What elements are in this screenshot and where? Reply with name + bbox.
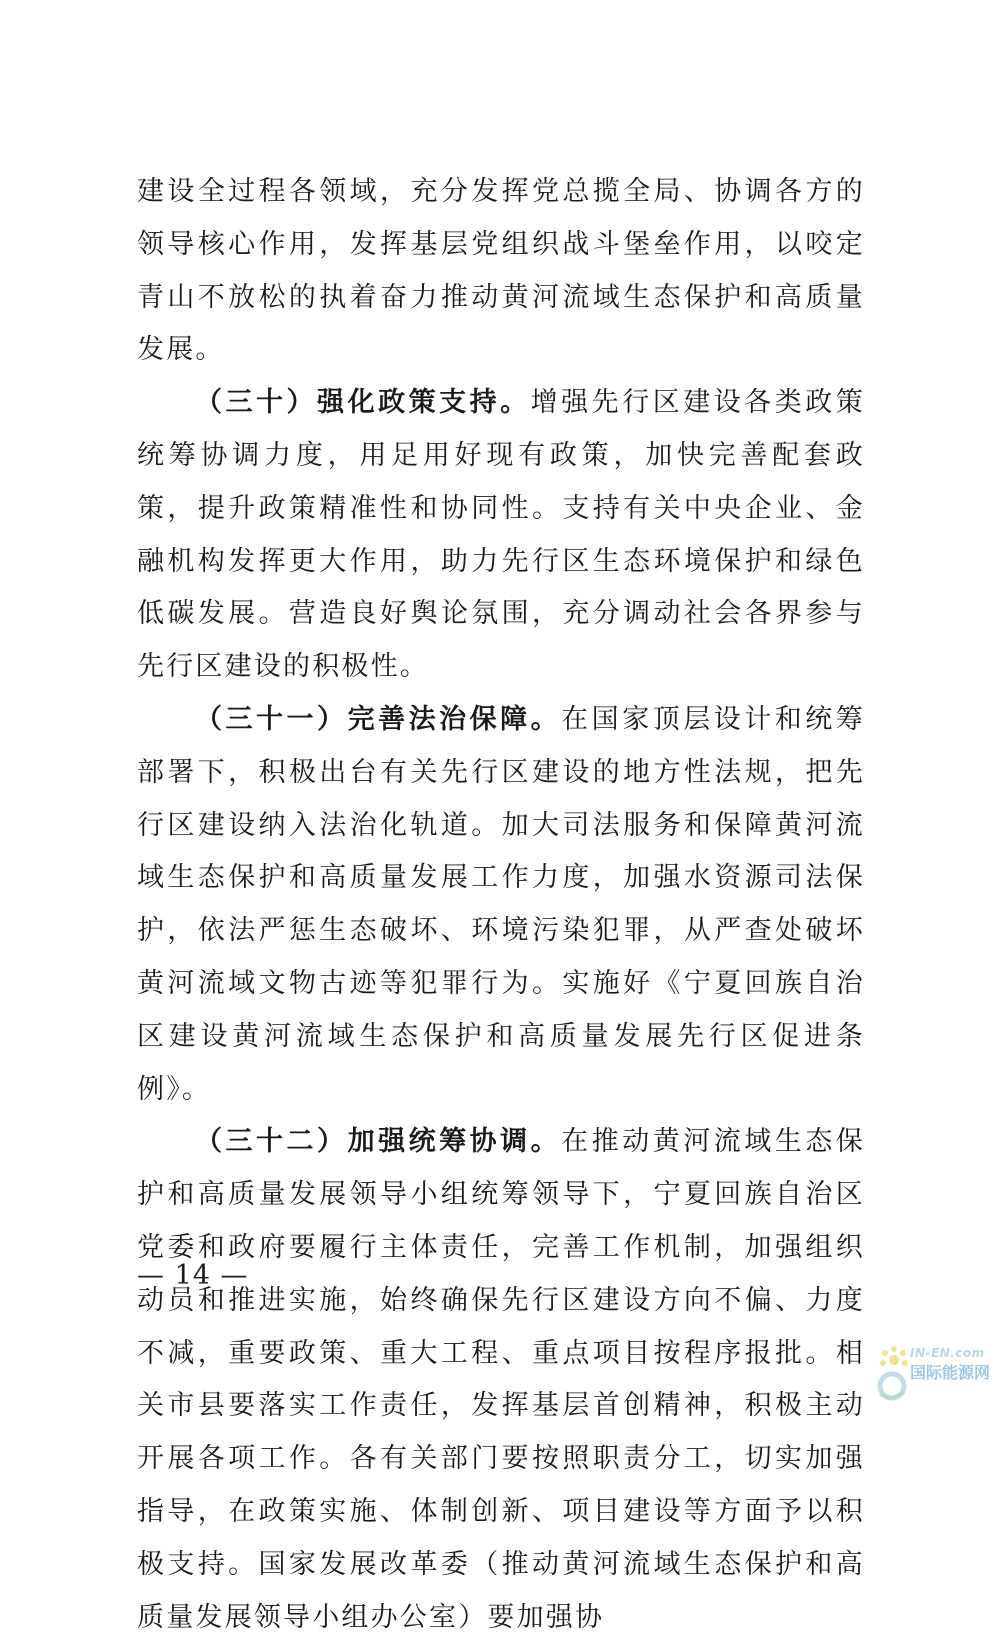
section-heading: （三十二）加强统筹协调。 bbox=[195, 1126, 562, 1158]
page-number: — 14 — bbox=[137, 1260, 249, 1291]
watermark-chinese-text: 国际能源网 bbox=[910, 1363, 991, 1382]
paragraph-coordination bbox=[137, 1116, 865, 1644]
paragraph-policy-support bbox=[137, 377, 865, 694]
paragraph-continuation bbox=[137, 166, 865, 377]
document-body bbox=[137, 166, 865, 1644]
section-heading: （三十）强化政策支持。 bbox=[195, 387, 531, 419]
paragraph-text: 增强先行区建设各类政策统筹协调力度，用足用好现有政策，加快完善配套政策，提升政策精准性和协同性。支持有关中央企业、金融机构发挥更大作用，助力先行区生态环境保护和绿色低碳发展。营造良好舆论氛围，充分调动社会各界参与先行区建设的积极性。 bbox=[137, 387, 865, 683]
paragraph-text: 在推动黄河流域生态保护和高质量发展领导小组统筹领导下，宁夏回族自治区党委和政府要履行主体责任，完善工作机制，加强组织动员和推进实施，始终确保先行区建设方向不偏、力度不减，重要政策、重大工程、重点项目按程序报批。相关市县要落实工作责任，发挥基层首创精神，积极主动开展各项工作。各有关部门要按照职责分工，切实加强指导，在政策实施、体制创新、项目建设等方面予以积极支持。国家发展改革委（推动黄河流域生态保护和高质量发展领导小组办公室）要加强协 bbox=[137, 1126, 865, 1633]
watermark-text bbox=[910, 1344, 994, 1384]
watermark-latin-text: IN-EN.com bbox=[910, 1346, 985, 1360]
section-heading: （三十一）完善法治保障。 bbox=[195, 703, 562, 735]
paragraph-legal-guarantee bbox=[137, 694, 865, 1116]
watermark-logo bbox=[870, 1344, 994, 1406]
paragraph-text: 建设全过程各领域，充分发挥党总揽全局、协调各方的领导核心作用，发挥基层党组织战斗堡垒作用，以咬定青山不放松的执着奋力推动黄河流域生态保护和高质量发展。 bbox=[137, 176, 865, 366]
paragraph-text: 在国家顶层设计和统筹部署下，积极出台有关先行区建设的地方性法规，把先行区建设纳入法治化轨道。加大司法服务和保障黄河流域生态保护和高质量发展工作力度，加强水资源司法保护，依法严惩生态破坏、环境污染犯罪，从严查处破坏黄河流域文物古迹等犯罪行为。实施好《宁夏回族自治区建设黄河流域生态保护和高质量发展先行区促进条例》。 bbox=[137, 703, 865, 1105]
